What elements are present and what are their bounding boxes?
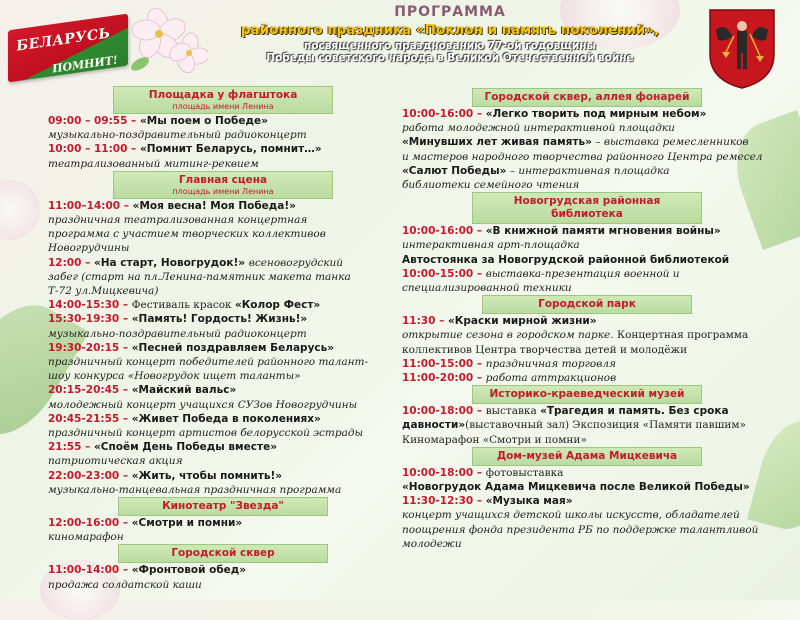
venue-title: Историко-краеведческий музей: [489, 388, 685, 401]
event-title: «Смотри и помни»: [131, 517, 243, 530]
event-description: всеновогрудский: [248, 256, 344, 269]
schedule-line: [48, 426, 398, 440]
event-time: 14:00-15:30 –: [48, 299, 132, 312]
event-description: (выставочный зал) Экспозиция «Памяти павшим»: [465, 419, 746, 432]
venue-title: Площадка у флагштока: [148, 89, 298, 101]
event-title: Автостоянка за Новогрудской районной библиотекой: [402, 253, 730, 266]
event-title: «Краски мирной жизни»: [447, 315, 597, 328]
schedule-line: [48, 454, 398, 468]
schedule-line: [48, 284, 398, 298]
schedule-line: [48, 355, 398, 369]
event-time: 11:00-15:00 –: [402, 357, 486, 370]
event-description: театрализованный митинг-реквием: [48, 157, 259, 170]
event-description: Т-72 ул.Мицкевича): [48, 285, 159, 298]
event-time: 21:55 –: [48, 441, 94, 454]
event-time: 19:30-20:15 –: [48, 341, 132, 354]
schedule-line: [402, 281, 772, 295]
schedule-line: [402, 267, 772, 281]
right-column: [402, 88, 772, 551]
event-description: шоу конкурса «Новогрудок ищет таланты»: [48, 370, 301, 383]
badge-line-2: ПОМНИТ!: [51, 53, 119, 76]
event-title: «Споём День Победы вместе»: [93, 441, 277, 454]
event-time: 10:00-16:00 –: [402, 108, 486, 120]
schedule-line: [48, 227, 398, 241]
schedule-line: [48, 114, 398, 128]
schedule-line: [48, 256, 398, 270]
schedule-line: [48, 298, 398, 312]
venue-subtitle: площадь имени Ленина: [172, 102, 274, 111]
event-time: 15:30-19:30 –: [48, 313, 132, 326]
event-time: 20:45-21:55 –: [48, 412, 132, 425]
event-description: открытие сезона в городском парке.: [402, 329, 617, 342]
schedule-line: [402, 523, 772, 537]
program-title-block: [200, 4, 700, 64]
event-time: 10:00-15:00 –: [402, 267, 486, 280]
event-time: 10:00-16:00 –: [402, 225, 486, 238]
schedule-line: [402, 135, 772, 149]
novogrudok-coat-of-arms-icon: [706, 6, 778, 90]
schedule-line: [48, 369, 398, 383]
venue-title: Кинотеатр "Звезда": [162, 500, 284, 513]
schedule-line: [402, 178, 772, 192]
schedule-line: [48, 213, 398, 227]
event-title: «Трагедия и память. Без срока: [540, 405, 729, 418]
event-description: праздничная театрализованная концертная: [48, 214, 308, 227]
schedule-line: [48, 412, 398, 426]
schedule-line: [48, 483, 398, 497]
event-title: «Музыка мая»: [485, 495, 573, 508]
event-title: «Помнит Беларусь, помнит…»: [139, 143, 322, 156]
schedule-line: [48, 530, 398, 544]
schedule-line: [402, 107, 772, 121]
event-time: 11:00-20:00 –: [402, 372, 486, 385]
event-description: продажа солдатской каши: [48, 578, 202, 591]
subtitle-line-1: посвященного празднованию 77-ой годовщины: [304, 40, 596, 52]
event-title: давности»: [402, 419, 466, 432]
schedule-line: [48, 327, 398, 341]
venue-header: [113, 86, 333, 114]
background-blossom: [0, 180, 40, 240]
event-description: и мастеров народного творчества районного Центра ремесел: [402, 150, 763, 163]
event-time: 10:00-18:00 –: [402, 405, 486, 418]
schedule-line: [402, 150, 772, 164]
schedule-line: [48, 142, 398, 156]
event-description: праздничный концерт артистов белорусской эстрады: [48, 427, 364, 440]
schedule-line: [48, 241, 398, 255]
event-title: «Живет Победа в поколениях»: [131, 412, 321, 425]
event-description: забег (старт на пл.Ленина-памятник макета танка: [48, 270, 351, 283]
event-time: 10:00-18:00 –: [402, 466, 486, 479]
event-title: «Легко творить под мирным небом»: [485, 108, 707, 120]
schedule-line: [402, 343, 772, 357]
event-time: 11:30-12:30 –: [402, 495, 486, 508]
event-time: 11:00-14:00 –: [48, 564, 132, 577]
event-title: «Новогрудок Адама Мицкевича после Великой Победы»: [402, 481, 750, 494]
event-title: «Колор Фест»: [234, 299, 321, 312]
event-description: Киномарафон «Смотри и помни»: [402, 433, 587, 446]
venue-title: Дом-музей Адама Мицкевича: [496, 449, 678, 462]
festival-title: районного праздника «Поклон и память поколений»,: [240, 22, 660, 38]
schedule-line: [48, 341, 398, 355]
event-description: Фестиваль красок: [131, 299, 235, 312]
venue-subtitle: площадь имени Ленина: [172, 186, 274, 196]
schedule-line: [402, 433, 772, 447]
venue-header: [472, 385, 702, 404]
schedule-line: [402, 494, 772, 508]
event-description: киномарафон: [48, 531, 124, 544]
event-title: «Жить, чтобы помнить!»: [131, 469, 283, 482]
schedule-line: [402, 466, 772, 480]
event-time: 12:00 –: [48, 256, 94, 269]
event-description: музыкально-поздравительный радиоконцерт: [48, 129, 307, 142]
schedule-line: [402, 508, 772, 522]
event-title: «Мы поем о Победе»: [139, 115, 268, 127]
venue-title: Городской сквер, аллея фонарей: [484, 91, 690, 103]
event-title: «Песней поздравляем Беларусь»: [131, 341, 335, 354]
venue-title: Городской парк: [538, 298, 636, 311]
page-header: [0, 0, 800, 90]
venue-header: [472, 447, 702, 466]
schedule-line: [48, 578, 398, 592]
schedule-line: [48, 563, 398, 577]
schedule-line: [402, 121, 772, 135]
event-time: 10:00 – 11:00 –: [48, 143, 140, 156]
schedule-line: [402, 537, 772, 551]
event-title: «На старт, Новогрудок!»: [93, 256, 249, 269]
event-time: 12:00-16:00 –: [48, 517, 132, 530]
schedule-line: [48, 469, 398, 483]
subtitle-line-2: Победы советского народа в Великой Отечественной войне: [266, 52, 634, 64]
event-description: праздничный концерт победителей районного талант-: [48, 356, 369, 369]
event-description: библиотеки семейного чтения: [402, 179, 580, 192]
event-description: выставка-презентация военной и: [485, 267, 680, 280]
schedule-line: [48, 199, 398, 213]
event-description: выставка: [485, 405, 541, 418]
event-description: специализированной техники: [402, 282, 572, 295]
venue-title: Новогрудская районная библиотека: [513, 195, 661, 221]
event-title: «Фронтовой обед»: [131, 564, 247, 577]
schedule-line: [48, 440, 398, 454]
event-time: 11:00–14:00 –: [48, 199, 133, 212]
event-description: работа аттракционов: [485, 372, 617, 385]
schedule-line: [402, 164, 772, 178]
event-description: – интерактивная площадка: [506, 164, 670, 177]
event-description: молодежи: [402, 537, 462, 550]
event-description: программа с участием творческих коллективов: [48, 228, 326, 241]
schedule-line: [48, 312, 398, 326]
venue-header: [482, 295, 692, 314]
schedule-line: [402, 328, 772, 342]
schedule-line: [402, 357, 772, 371]
event-title: «В книжной памяти мгновения войны»: [485, 225, 721, 238]
venue-header: [118, 497, 328, 516]
event-description: Новогрудчины: [48, 242, 130, 255]
event-title: «Моя весна! Моя Победа!»: [132, 199, 296, 212]
schedule-line: [48, 270, 398, 284]
event-description: концерт учащихся детской школы искусств, обладателей: [402, 509, 740, 522]
schedule-line: [402, 238, 772, 252]
schedule-line: [402, 404, 772, 418]
event-title: «Память! Гордость! Жизнь!»: [131, 313, 308, 326]
event-description: патриотическая акция: [48, 455, 183, 468]
badge-line-1: БЕЛАРУСЬ: [15, 25, 112, 55]
event-description: поощрения фонда президента РБ по поддержке талантливой: [402, 523, 759, 536]
event-time: 22:00-23:00 –: [48, 469, 132, 482]
schedule-line: [48, 516, 398, 530]
schedule-line: [48, 383, 398, 397]
event-description: работа молодежной интерактивной площадки: [402, 122, 675, 135]
venue-header: [472, 88, 702, 107]
schedule-line: [402, 371, 772, 385]
event-title: «Салют Победы»: [402, 164, 507, 177]
event-description: музыкально-поздравительный радиоконцерт: [48, 327, 307, 340]
event-description: коллективов Центра творчества детей и молодёжи: [402, 343, 688, 356]
schedule-line: [48, 157, 398, 171]
program-title: ПРОГРАММА: [394, 4, 506, 20]
venue-title: Городской сквер: [171, 547, 275, 560]
schedule-line: [402, 224, 772, 238]
event-description: Концертная программа: [616, 329, 749, 342]
event-description: фотовыставка: [485, 466, 564, 479]
event-title: «Минувших лет живая память»: [402, 136, 592, 149]
schedule-line: [48, 128, 398, 142]
schedule-line: [402, 253, 772, 267]
venue-title: Главная сцена: [178, 173, 268, 186]
left-column: [48, 86, 398, 592]
event-time: 20:15-20:45 –: [48, 384, 132, 397]
venue-header: [118, 544, 328, 563]
event-description: праздничная торговля: [485, 357, 616, 370]
venue-header: [113, 171, 333, 199]
event-description: интерактивная арт-площадка: [402, 239, 580, 252]
schedule-line: [48, 398, 398, 412]
event-description: музыкально-танцевальная праздничная программа: [48, 483, 342, 496]
schedule-line: [402, 480, 772, 494]
schedule-line: [402, 418, 772, 432]
apple-blossom-icon: [128, 4, 208, 74]
venue-header: [472, 192, 702, 224]
event-time: 09:00 – 09:55 –: [48, 115, 140, 127]
event-description: молодежный концерт учащихся СУЗов Новогрудчины: [48, 398, 358, 411]
event-time: 11:30 –: [402, 315, 448, 328]
event-description: – выставка ремесленников: [591, 136, 749, 149]
event-title: «Майский вальс»: [131, 384, 237, 397]
schedule-line: [402, 314, 772, 328]
